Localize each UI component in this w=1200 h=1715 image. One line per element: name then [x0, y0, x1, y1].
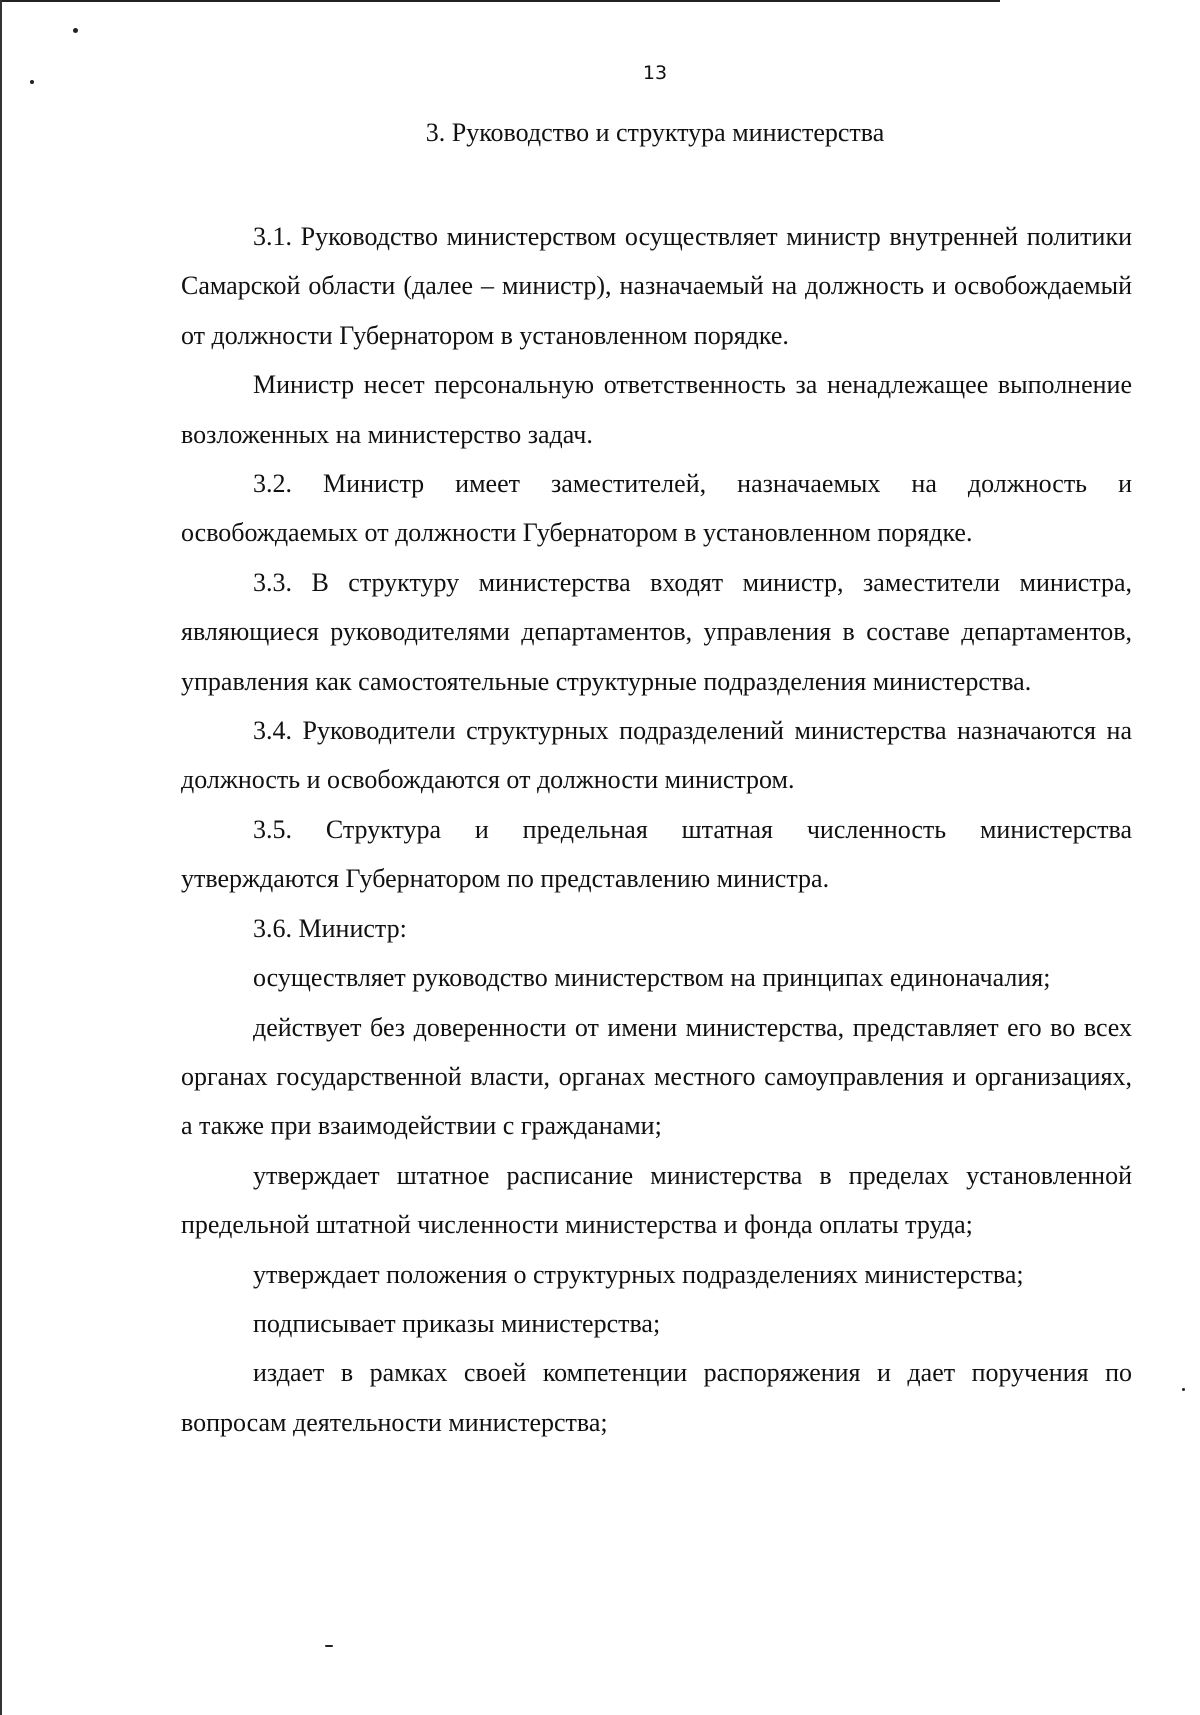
paragraph-3-2: 3.2. Министр имеет заместителей, назначаемых на должность и освобождаемых от должности Губернатором в установленном порядке.	[181, 469, 1132, 548]
scan-edge-top	[0, 0, 1000, 2]
list-item-representation: действует без доверенности от имени министерства, представляет его во всех органах государственной власти, органах местного самоуправления и организациях, а также при взаимодействии с гражданами;	[181, 1012, 1132, 1141]
list-item-staff-schedule: утверждает штатное расписание министерства в пределах установленной предельной штатной численности министерства и фонда оплаты труда;	[181, 1160, 1132, 1240]
paragraph-3-4: 3.4. Руководители структурных подразделений министерства назначаются на должность и освобождаются от должности министром.	[181, 716, 1132, 795]
paragraph-3-1: 3.1. Руководство министерством осуществляет министр внутренней политики Самарской области (далее – министр), назначаемый на должность и освобождаемый от должности Губернатором в установленном порядке.	[181, 222, 1132, 350]
section-title: 3. Руководство и структура министерства	[425, 118, 885, 147]
document-body	[181, 212, 1132, 1447]
scan-speck	[325, 1645, 333, 1647]
paragraph-3-5: 3.5. Структура и предельная штатная численность министерства утверждаются Губернатором по представлению министра.	[181, 814, 1132, 894]
paragraph-3-3: 3.3. В структуру министерства входят министр, заместители министра, являющиеся руководителями департаментов, управления в составе департаментов, управления как самостоятельные структурные подразделения министерства.	[181, 567, 1132, 696]
scan-speck	[73, 28, 78, 33]
list-item-regulations: утверждает положения о структурных подразделениях министерства;	[253, 1259, 1024, 1289]
page-number: 13	[642, 62, 668, 84]
list-item-directives: издает в рамках своей компетенции распоряжения и дает поручения по вопросам деятельности министерства;	[181, 1358, 1132, 1437]
paragraph-minister-responsibility: Министр несет персональную ответственность за ненадлежащее выполнение возложенных на министерство задач.	[181, 370, 1132, 449]
scan-edge-left	[0, 0, 2, 1715]
list-item-management: осуществляет руководство министерством на принципах единоначалия;	[253, 963, 1051, 993]
scan-speck	[1182, 1388, 1185, 1391]
paragraph-3-6: 3.6. Министр:	[253, 913, 407, 943]
list-item-orders: подписывает приказы министерства;	[253, 1308, 661, 1338]
